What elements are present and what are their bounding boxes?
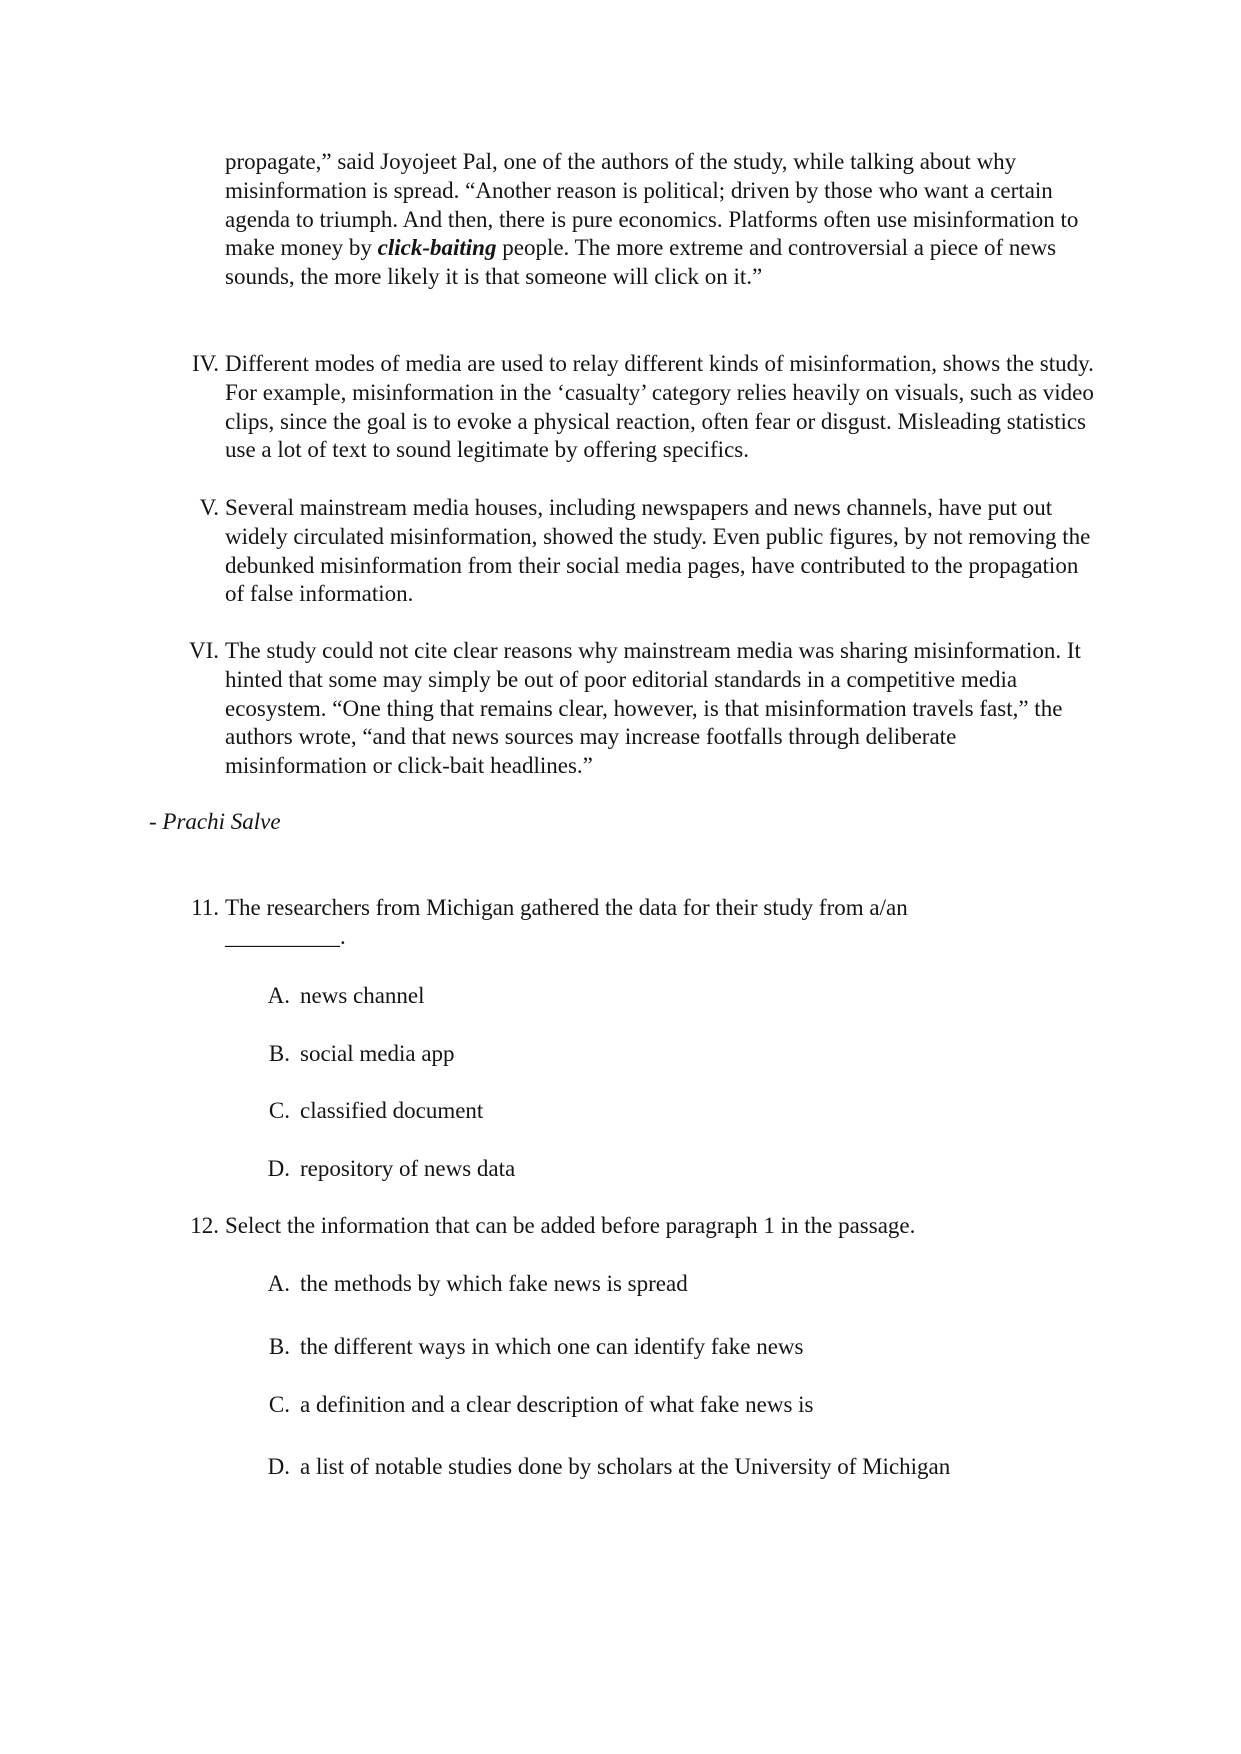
point-text: Several mainstream media houses, including newspapers and news channels, have put out widely circulated misinformation, showed the study. Even public figures, by not removing the debunked misinformation from their social media pages, have contributed to the propagation of false information. [225, 495, 1091, 607]
question-stem: The researchers from Michigan gathered the data for their study from a/an [225, 895, 908, 920]
option-text: repository of news data [300, 1156, 516, 1181]
option-text: a list of notable studies done by scholars at the University of Michigan [300, 1454, 951, 1479]
paragraph-text-before: propagate,” said Joyojeet Pal, one of the authors of the study, while talking about why misinformation is spread. “Another reason is political; driven by those who want a certain agenda to triumph. And then, there is pure economics. Platforms often use misinformation to make money by [225, 149, 1079, 261]
option-letter: A. [267, 983, 290, 1008]
question-11 [191, 894, 1095, 952]
point-text: Different modes of media are used to relay different kinds of misinformation, shows the study. For example, misinformation in the ‘casualty’ category relies heavily on visuals, such as video clips, since the goal is to evoke a physical reaction, often fear or disgust. Misleading statistics use a lot of text to sound legitimate by offering specifics. [225, 351, 1094, 463]
option-letter: C. [268, 1098, 290, 1123]
option-letter: B. [268, 1334, 290, 1359]
point-text: The study could not cite clear reasons why mainstream media was sharing misinformation. It hinted that some may simply be out of poor editorial standards in a competitive media ecosystem. “One thing that remains clear, however, is that misinformation travels fast,” the authors wrote, “and that news sources may increase footfalls through deliberate misinformation or click-bait headlines.” [225, 638, 1081, 779]
question-12-option-b[interactable] [268, 1333, 1100, 1362]
option-letter: B. [268, 1041, 290, 1066]
question-12-option-c[interactable] [268, 1391, 1100, 1420]
option-letter: C. [268, 1392, 290, 1417]
question-number: 12. [190, 1213, 219, 1238]
question-11-option-c[interactable] [268, 1097, 1100, 1126]
question-number: 11. [191, 895, 219, 920]
option-letter: D. [267, 1156, 290, 1181]
point-numeral: IV. [191, 351, 219, 376]
paragraph-text-after: people. The more extreme and controversial a piece of news sounds, the more likely it is that someone will click on it.” [225, 235, 1057, 290]
option-text: the different ways in which one can identify fake news [300, 1334, 804, 1359]
question-11-option-d[interactable] [267, 1155, 1100, 1184]
point-v [199, 494, 1095, 609]
option-letter: D. [267, 1454, 290, 1479]
option-text: the methods by which fake news is spread [300, 1271, 688, 1296]
point-vi [188, 637, 1095, 781]
option-text: classified document [300, 1098, 484, 1123]
point-numeral: V. [199, 495, 219, 520]
emphasis-click-baiting: click-baiting [377, 235, 497, 261]
author-credit: - Prachi Salve [149, 809, 281, 834]
option-text: a definition and a clear description of what fake news is [300, 1392, 814, 1417]
option-text: news channel [300, 983, 425, 1008]
point-iv [191, 350, 1095, 465]
continued-paragraph [225, 148, 1095, 292]
question-12 [190, 1212, 1095, 1241]
option-text: social media app [300, 1041, 455, 1066]
question-11-option-a[interactable] [267, 982, 1100, 1011]
question-stem: Select the information that can be added before paragraph 1 in the passage. [225, 1213, 916, 1238]
question-11-option-b[interactable] [268, 1040, 1100, 1069]
question-12-option-a[interactable] [267, 1270, 1100, 1299]
question-12-option-d[interactable] [267, 1453, 1100, 1482]
point-numeral: VI. [188, 638, 219, 663]
question-blank: __________. [225, 923, 346, 949]
option-letter: A. [267, 1271, 290, 1296]
